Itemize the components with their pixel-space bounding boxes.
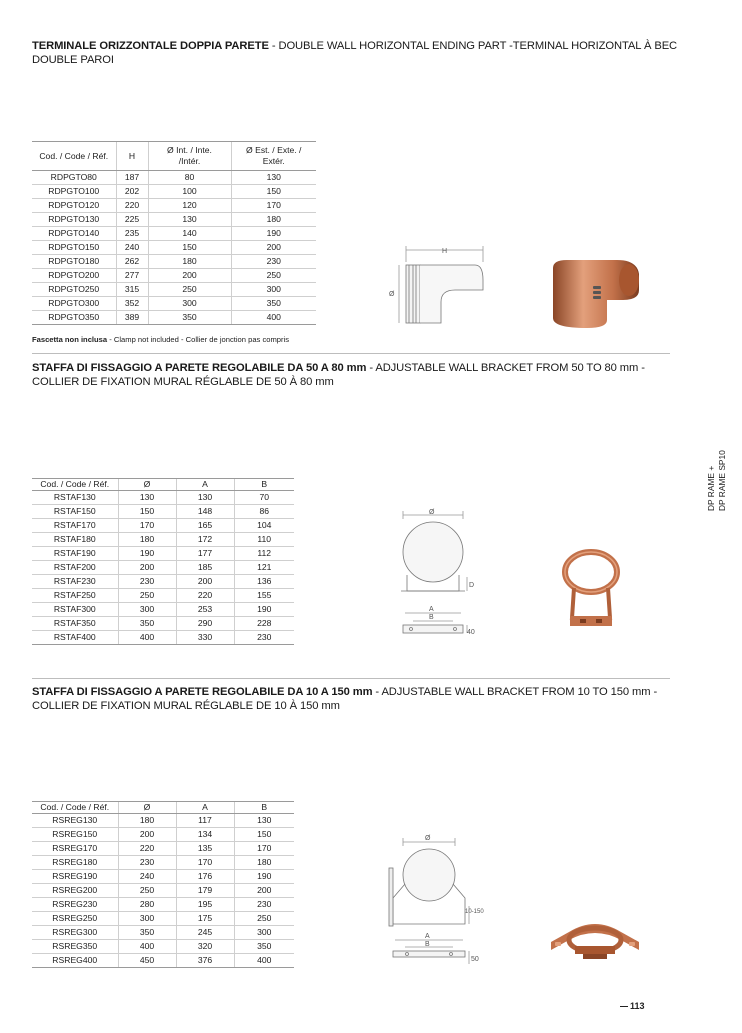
cell-value: 170: [234, 842, 294, 856]
cell-value: 180: [118, 533, 176, 547]
side-tab-text: [706, 437, 728, 511]
cell-code: RDPGTO130: [32, 213, 116, 227]
table-row: [32, 940, 294, 954]
table-row: [32, 842, 294, 856]
section3-title-rest: - ADJUSTABLE WALL BRACKET FROM 10 TO 150 mm - COLLIER DE FIXATION MURAL RÉGLABLE DE 10 À 150 mm: [32, 686, 658, 712]
table-row: [32, 185, 316, 199]
cell-value: 240: [118, 870, 176, 884]
cell-code: RDPGTO350: [32, 311, 116, 325]
table-row: [32, 912, 294, 926]
cell-value: 150: [234, 828, 294, 842]
cell-value: 230: [118, 856, 176, 870]
cell-value: 130: [176, 491, 234, 505]
col-header-diameter: Ø: [118, 802, 176, 814]
cell-code: RSTAF170: [32, 519, 118, 533]
col-header-a: A: [176, 802, 234, 814]
table-row: [32, 255, 316, 269]
table-header-row: [32, 479, 294, 491]
cell-value: 135: [176, 842, 234, 856]
cell-value: 315: [116, 283, 148, 297]
cell-value: 190: [234, 603, 294, 617]
cell-code: RSREG350: [32, 940, 118, 954]
cell-value: 400: [118, 631, 176, 645]
table-row: [32, 631, 294, 645]
cell-value: 220: [176, 589, 234, 603]
cell-value: 117: [176, 814, 234, 828]
cell-code: RSTAF400: [32, 631, 118, 645]
cell-value: 290: [176, 617, 234, 631]
section3-title-bold: STAFFA DI FISSAGGIO A PARETE REGOLABILE DA 10 A 150 mm: [32, 686, 373, 698]
cell-value: 376: [176, 954, 234, 968]
col-header-ext-text: Ø Est. / Exte. / Extér.: [246, 145, 302, 166]
terminal-product-image: [547, 256, 642, 331]
cell-value: 300: [148, 297, 231, 311]
col-header-b: B: [234, 802, 294, 814]
cell-code: RSTAF130: [32, 491, 118, 505]
cell-code: RDPGTO140: [32, 227, 116, 241]
table-row: [32, 533, 294, 547]
col-header-int: [148, 142, 231, 171]
cell-value: 352: [116, 297, 148, 311]
cell-value: 320: [176, 940, 234, 954]
cell-value: 150: [148, 241, 231, 255]
cell-value: 253: [176, 603, 234, 617]
cell-value: 350: [118, 926, 176, 940]
cell-value: 228: [234, 617, 294, 631]
cell-value: 180: [148, 255, 231, 269]
col-header-h: H: [116, 142, 148, 171]
cell-value: 350: [148, 311, 231, 325]
table-row: [32, 311, 316, 325]
dim-b-label: B: [425, 941, 430, 948]
cell-code: RDPGTO180: [32, 255, 116, 269]
table-row: [32, 241, 316, 255]
dim-diameter-label: Ø: [389, 291, 395, 298]
dim-a-label: A: [429, 606, 434, 613]
cell-value: 250: [148, 283, 231, 297]
table-header-row: [32, 802, 294, 814]
cell-value: 300: [231, 283, 316, 297]
cell-value: 200: [231, 241, 316, 255]
cell-value: 350: [118, 617, 176, 631]
cell-code: RSREG150: [32, 828, 118, 842]
cell-value: 389: [116, 311, 148, 325]
cell-value: 86: [234, 505, 294, 519]
table-row: [32, 519, 294, 533]
section1-title: [32, 40, 682, 67]
cell-value: 280: [118, 898, 176, 912]
cell-value: 70: [234, 491, 294, 505]
cell-value: 230: [118, 575, 176, 589]
cell-value: 202: [116, 185, 148, 199]
spec-table-bracket-10-150: [32, 801, 294, 968]
cell-value: 130: [148, 213, 231, 227]
cell-value: 180: [118, 814, 176, 828]
spec-table-bracket-50-80: [32, 478, 294, 645]
cell-value: 136: [234, 575, 294, 589]
col-header-code: Cod. / Code / Réf.: [32, 479, 118, 491]
col-header-a: A: [176, 479, 234, 491]
cell-value: 112: [234, 547, 294, 561]
cell-value: 200: [148, 269, 231, 283]
section3-title: [32, 686, 682, 713]
cell-code: RSTAF230: [32, 575, 118, 589]
table-row: [32, 171, 316, 185]
table-row: [32, 814, 294, 828]
page-number: [620, 1001, 645, 1011]
cell-value: 190: [231, 227, 316, 241]
section-divider-1: [32, 353, 670, 354]
section1-title-bold: TERMINALE ORIZZONTALE DOPPIA PARETE: [32, 40, 269, 52]
cell-code: RDPGTO120: [32, 199, 116, 213]
cell-value: 180: [234, 856, 294, 870]
table-row: [32, 603, 294, 617]
table-row: [32, 561, 294, 575]
cell-code: RSTAF180: [32, 533, 118, 547]
cell-value: 120: [148, 199, 231, 213]
dim-a-label: A: [425, 933, 430, 940]
side-tab-line1: DP RAME +: [706, 465, 716, 511]
col-header-code: Cod. / Code / Réf.: [32, 802, 118, 814]
cell-code: RSTAF200: [32, 561, 118, 575]
cell-value: 185: [176, 561, 234, 575]
dim-d-label: D: [469, 582, 475, 589]
col-header-ext: [231, 142, 316, 171]
cell-value: 330: [176, 631, 234, 645]
dim-40-label: 40: [467, 629, 475, 636]
cell-code: RSREG250: [32, 912, 118, 926]
page-number-text: 113: [630, 1001, 645, 1011]
cell-code: RDPGTO300: [32, 297, 116, 311]
cell-value: 187: [116, 171, 148, 185]
cell-code: RSREG300: [32, 926, 118, 940]
side-tab: [706, 437, 736, 511]
cell-value: 350: [234, 940, 294, 954]
cell-code: RSREG230: [32, 898, 118, 912]
cell-value: 130: [234, 814, 294, 828]
terminal-technical-drawing: [385, 240, 495, 335]
cell-value: 235: [116, 227, 148, 241]
cell-value: 134: [176, 828, 234, 842]
cell-value: 245: [176, 926, 234, 940]
cell-value: 400: [231, 311, 316, 325]
cell-value: 200: [176, 575, 234, 589]
dim-range-label: 10-150: [465, 909, 484, 915]
cell-value: 176: [176, 870, 234, 884]
cell-value: 230: [234, 898, 294, 912]
bracket-10-150-product-image: [545, 912, 645, 964]
table-row: [32, 575, 294, 589]
cell-code: RSREG130: [32, 814, 118, 828]
clamp-note: [32, 335, 289, 344]
cell-value: 104: [234, 519, 294, 533]
bracket-10-150-technical-drawing: [385, 828, 495, 968]
cell-value: 148: [176, 505, 234, 519]
cell-value: 300: [118, 603, 176, 617]
side-tab-line2: DP RAME SP10: [717, 450, 727, 511]
section-divider-2: [32, 678, 670, 679]
cell-value: 250: [234, 912, 294, 926]
cell-code: RDPGTO100: [32, 185, 116, 199]
cell-code: RSTAF190: [32, 547, 118, 561]
cell-value: 177: [176, 547, 234, 561]
cell-code: RDPGTO150: [32, 241, 116, 255]
cell-value: 175: [176, 912, 234, 926]
cell-value: 150: [231, 185, 316, 199]
dim-b-label: B: [429, 614, 434, 621]
table-row: [32, 491, 294, 505]
cell-value: 230: [231, 255, 316, 269]
cell-value: 170: [118, 519, 176, 533]
cell-value: 80: [148, 171, 231, 185]
col-header-b: B: [234, 479, 294, 491]
clamp-note-bold: Fascetta non inclusa: [32, 335, 108, 344]
spec-table-terminal: [32, 141, 316, 325]
table-row: [32, 227, 316, 241]
col-header-diameter: Ø: [118, 479, 176, 491]
cell-value: 200: [118, 561, 176, 575]
cell-value: 250: [231, 269, 316, 283]
col-header-int-text: Ø Int. / Inte. /Intér.: [167, 145, 212, 166]
dim-diameter-label: Ø: [429, 509, 435, 516]
cell-value: 110: [234, 533, 294, 547]
section2-title: [32, 362, 682, 389]
cell-code: RSREG170: [32, 842, 118, 856]
bracket-50-80-product-image: [560, 548, 622, 640]
section2-title-bold: STAFFA DI FISSAGGIO A PARETE REGOLABILE DA 50 A 80 mm: [32, 362, 367, 374]
section2-title-rest: - ADJUSTABLE WALL BRACKET FROM 50 TO 80 mm - COLLIER DE FIXATION MURAL RÉGLABLE DE 50 À 80 mm: [32, 362, 645, 388]
cell-code: RDPGTO80: [32, 171, 116, 185]
table-row: [32, 297, 316, 311]
table-row: [32, 213, 316, 227]
cell-value: 400: [118, 940, 176, 954]
bracket-50-80-technical-drawing: [395, 505, 490, 640]
table-row: [32, 617, 294, 631]
cell-value: 300: [118, 912, 176, 926]
cell-value: 200: [118, 828, 176, 842]
cell-value: 170: [176, 856, 234, 870]
cell-value: 450: [118, 954, 176, 968]
table-row: [32, 856, 294, 870]
table-row: [32, 505, 294, 519]
cell-value: 195: [176, 898, 234, 912]
cell-code: RSTAF350: [32, 617, 118, 631]
cell-code: RDPGTO250: [32, 283, 116, 297]
cell-value: 300: [234, 926, 294, 940]
cell-value: 200: [234, 884, 294, 898]
cell-value: 130: [231, 171, 316, 185]
cell-value: 180: [231, 213, 316, 227]
table-row: [32, 283, 316, 297]
cell-value: 170: [231, 199, 316, 213]
col-header-code: Cod. / Code / Réf.: [32, 142, 116, 171]
table-row: [32, 547, 294, 561]
cell-code: RSREG200: [32, 884, 118, 898]
dim-h-label: H: [442, 248, 448, 255]
cell-value: 220: [118, 842, 176, 856]
cell-value: 179: [176, 884, 234, 898]
table-row: [32, 870, 294, 884]
table-row: [32, 269, 316, 283]
cell-value: 100: [148, 185, 231, 199]
dim-diameter-label: Ø: [425, 835, 431, 842]
section1-title-rest: - DOUBLE WALL HORIZONTAL ENDING PART -TERMINAL HORIZONTAL À BEC DOUBLE PAROI: [32, 40, 678, 66]
cell-value: 230: [234, 631, 294, 645]
cell-code: RSTAF300: [32, 603, 118, 617]
table-row: [32, 926, 294, 940]
cell-value: 140: [148, 227, 231, 241]
cell-value: 150: [118, 505, 176, 519]
cell-value: 172: [176, 533, 234, 547]
cell-code: RSREG400: [32, 954, 118, 968]
dim-50-label: 50: [471, 956, 479, 963]
cell-value: 190: [118, 547, 176, 561]
cell-value: 240: [116, 241, 148, 255]
cell-value: 250: [118, 884, 176, 898]
cell-code: RSTAF250: [32, 589, 118, 603]
table-row: [32, 884, 294, 898]
table-row: [32, 898, 294, 912]
cell-code: RSREG190: [32, 870, 118, 884]
cell-code: RSREG180: [32, 856, 118, 870]
cell-value: 225: [116, 213, 148, 227]
table-row: [32, 589, 294, 603]
cell-value: 350: [231, 297, 316, 311]
cell-value: 130: [118, 491, 176, 505]
cell-value: 190: [234, 870, 294, 884]
table-row: [32, 954, 294, 968]
cell-value: 165: [176, 519, 234, 533]
cell-value: 400: [234, 954, 294, 968]
table-row: [32, 199, 316, 213]
cell-value: 262: [116, 255, 148, 269]
table-row: [32, 828, 294, 842]
cell-value: 121: [234, 561, 294, 575]
cell-value: 250: [118, 589, 176, 603]
cell-code: RDPGTO200: [32, 269, 116, 283]
clamp-note-rest: - Clamp not included - Collier de jonction pas compris: [107, 335, 290, 344]
cell-value: 155: [234, 589, 294, 603]
table-header-row: [32, 142, 316, 171]
cell-value: 220: [116, 199, 148, 213]
cell-code: RSTAF150: [32, 505, 118, 519]
cell-value: 277: [116, 269, 148, 283]
